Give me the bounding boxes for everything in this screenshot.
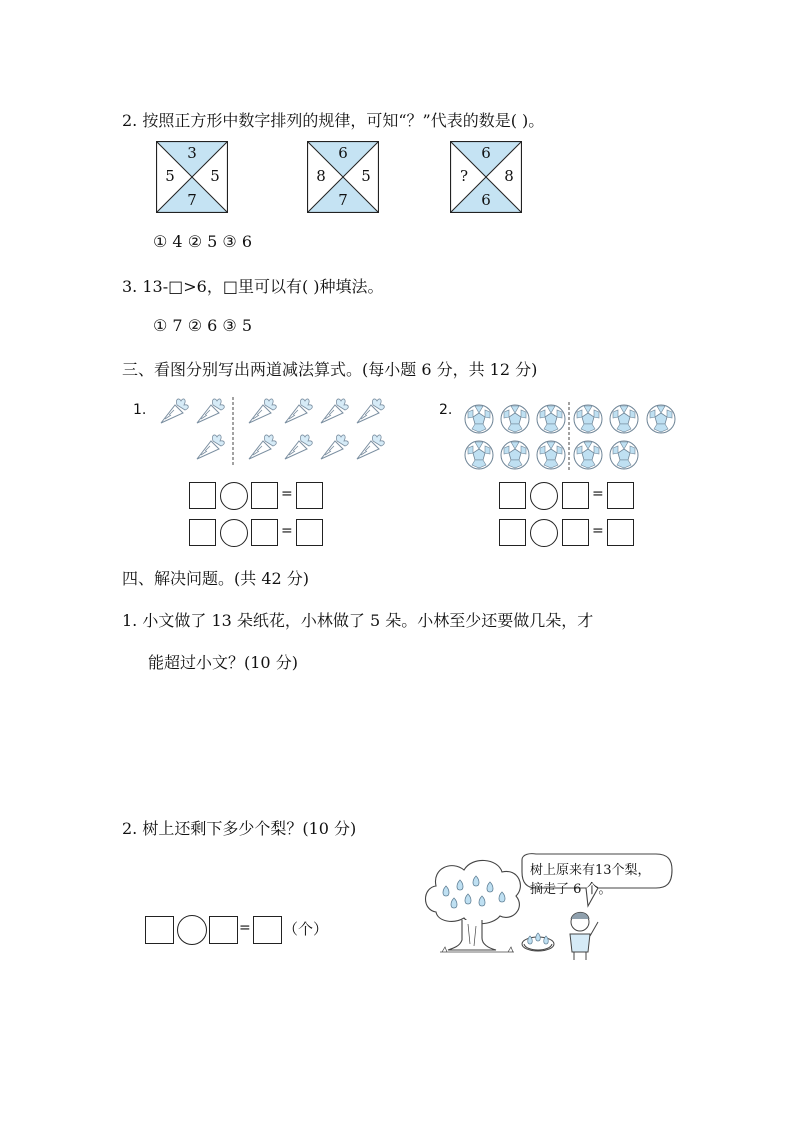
soccer-ball	[501, 405, 529, 433]
operator-circle[interactable]	[220, 519, 248, 547]
equals-sign: =	[239, 920, 251, 936]
answer-box[interactable]	[251, 482, 278, 509]
answer-box[interactable]	[607, 482, 634, 509]
square-left-number: 8	[316, 167, 326, 185]
carrot	[249, 435, 276, 459]
carrot	[285, 435, 312, 459]
carrot	[357, 435, 384, 459]
answer-box[interactable]	[607, 519, 634, 546]
answer-box[interactable]	[145, 916, 174, 944]
q2-options: ① 4 ② 5 ③ 6	[153, 232, 252, 251]
section4-title: 四、解决问题。(共 42 分)	[122, 569, 310, 588]
operator-circle[interactable]	[220, 482, 248, 510]
answer-box[interactable]	[562, 482, 589, 509]
number-square-3	[450, 141, 522, 213]
unit-label: （个）	[283, 920, 329, 938]
square-right-number: 8	[504, 167, 514, 185]
soccer-ball	[647, 405, 675, 433]
carrot	[321, 399, 348, 423]
answer-box[interactable]	[562, 519, 589, 546]
speech-bubble-line2: 摘走了 6 个。	[530, 882, 612, 897]
problem1-line1: 1. 小文做了 13 朵纸花，小林做了 5 朵。小林至少还要做几朵，才	[122, 611, 594, 630]
square-top-number: 3	[187, 144, 197, 162]
number-square-1	[156, 141, 228, 213]
operator-circle[interactable]	[530, 519, 558, 547]
equals-sign: =	[281, 523, 293, 539]
soccer-ball	[537, 405, 565, 433]
square-right-number: 5	[361, 167, 371, 185]
number-square-2	[307, 141, 379, 213]
carrot	[161, 399, 188, 423]
answer-box[interactable]	[189, 519, 216, 546]
q3-options: ① 7 ② 6 ③ 5	[153, 316, 252, 335]
carrot	[197, 399, 224, 423]
carrot-picture	[155, 395, 415, 470]
answer-box[interactable]	[189, 482, 216, 509]
answer-box[interactable]	[296, 482, 323, 509]
soccer-ball-picture	[462, 402, 712, 474]
equals-sign: =	[281, 486, 293, 502]
soccer-ball	[465, 441, 493, 469]
soccer-ball	[574, 405, 602, 433]
carrot	[357, 399, 384, 423]
q2-text: 2. 按照正方形中数字排列的规律，可知“？”代表的数是( )。	[122, 111, 545, 130]
soccer-ball	[610, 441, 638, 469]
carrot	[321, 435, 348, 459]
square-right-number: 5	[210, 167, 220, 185]
problem2-text: 2. 树上还剩下多少个梨？(10 分)	[122, 819, 357, 838]
square-bottom-number: 7	[187, 191, 197, 209]
square-bottom-number: 7	[338, 191, 348, 209]
sub-problem-2-label: 2.	[439, 402, 453, 418]
soccer-ball	[574, 441, 602, 469]
answer-box[interactable]	[209, 916, 238, 944]
square-left-number: 5	[165, 167, 175, 185]
square-bottom-number: 6	[481, 191, 491, 209]
answer-box[interactable]	[296, 519, 323, 546]
speech-bubble-line1: 树上原来有13个梨，	[530, 863, 651, 878]
equals-sign: =	[592, 486, 604, 502]
section3-title: 三、看图分别写出两道减法算式。(每小题 6 分，共 12 分)	[122, 360, 538, 379]
operator-circle[interactable]	[530, 482, 558, 510]
answer-box[interactable]	[499, 482, 526, 509]
answer-box[interactable]	[253, 916, 282, 944]
soccer-ball	[537, 441, 565, 469]
equals-sign: =	[592, 523, 604, 539]
problem1-line2: 能超过小文？(10 分)	[148, 653, 298, 672]
answer-box[interactable]	[251, 519, 278, 546]
q3-text: 3. 13-□>6，□里可以有( )种填法。	[122, 277, 384, 296]
soccer-ball	[501, 441, 529, 469]
answer-box[interactable]	[499, 519, 526, 546]
square-top-number: 6	[481, 144, 491, 162]
soccer-ball	[610, 405, 638, 433]
soccer-ball	[465, 405, 493, 433]
carrot	[285, 399, 312, 423]
square-left-number: ?	[459, 167, 469, 185]
sub-problem-1-label: 1.	[133, 402, 147, 418]
carrot	[197, 435, 224, 459]
operator-circle[interactable]	[177, 915, 207, 945]
square-top-number: 6	[338, 144, 348, 162]
carrot	[249, 399, 276, 423]
